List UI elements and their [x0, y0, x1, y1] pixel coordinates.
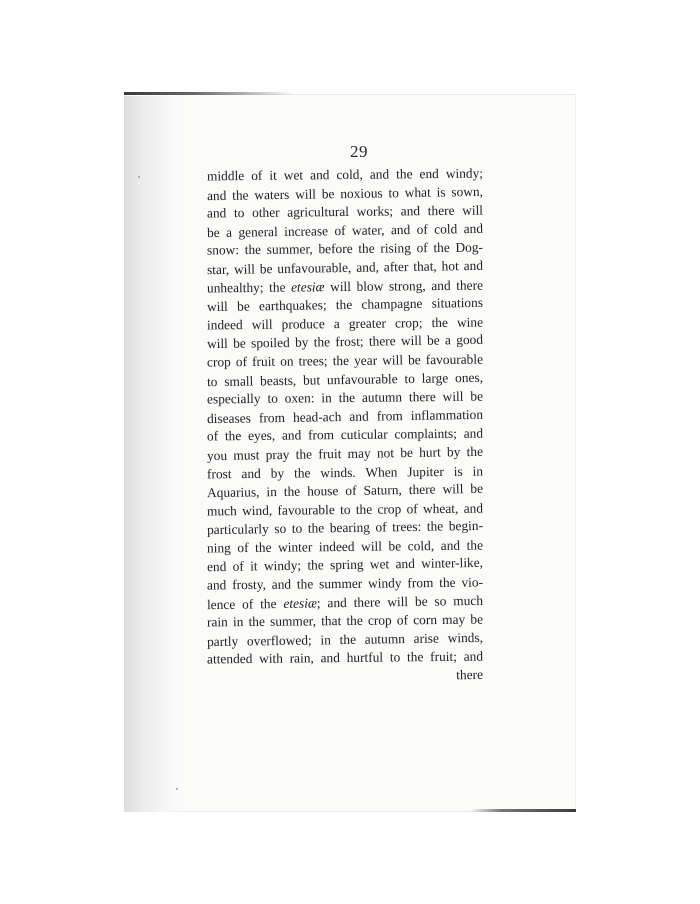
text-line: star, will be unfavourable, and, after that, hot and — [206, 257, 484, 278]
text-line: and to other agricultural works; and there will — [206, 202, 484, 221]
text-line: and the waters will be noxious to what is sown, — [206, 183, 484, 203]
body-text — [207, 166, 483, 687]
text-line: much wind, favourable to the crop of wheat, and — [206, 500, 484, 519]
page-gutter-shadow — [124, 96, 182, 812]
text-line: indeed will produce a greater crop; the wine — [206, 314, 484, 333]
text-line: ning of the winter indeed will be cold, and the — [206, 537, 484, 556]
text-line: of the eyes, and from cuticular complaints; and — [206, 425, 484, 444]
scan-speck — [138, 176, 140, 178]
text-line: Aquarius, in the house of Saturn, there will be — [206, 480, 484, 501]
top-page-edge — [124, 92, 294, 95]
text-line: rain in the summer, that the crop of corn may be — [206, 611, 484, 630]
text-line: crop of fruit on trees; the year will be favourable — [206, 351, 484, 370]
text-line: to small beasts, but unfavourable to large ones, — [206, 369, 484, 389]
text-line: partly overflowed; in the autumn arise winds, — [206, 629, 484, 650]
text-line: especially to oxen: in the autumn there will be — [206, 388, 484, 407]
scan-speck — [176, 788, 178, 790]
text-line: you must pray the fruit may not be hurt by the — [206, 443, 484, 464]
text-line: unhealthy; the etesiæ will blow strong, and there — [206, 277, 484, 296]
text-line: will be earthquakes; the champagne situations — [206, 294, 484, 315]
text-line: attended with rain, and hurtful to the fruit; and — [206, 648, 484, 667]
text-line: will be spoiled by the frost; there will be a good — [206, 332, 484, 352]
bottom-page-edge — [470, 809, 576, 812]
text-line: be a general increase of water, and of cold and — [206, 220, 484, 240]
text-line: frost and by the winds. When Jupiter is in — [206, 463, 484, 481]
text-line: end of it windy; the spring wet and winter-like, — [206, 555, 484, 575]
page-number: 29 — [350, 142, 368, 161]
text-line: lence of the etesiæ; and there will be so much — [206, 592, 484, 612]
text-line: and frosty, and the summer windy from the vio- — [206, 574, 484, 593]
text-line: snow: the summer, before the rising of the Dog- — [206, 239, 484, 258]
text-line: diseases from head-ach and from inflammation — [206, 406, 484, 426]
catchword: there — [456, 666, 484, 683]
text-line: middle of it wet and cold, and the end windy; — [206, 165, 484, 184]
text-line: particularly so to the bearing of trees: the begin- — [206, 518, 484, 538]
